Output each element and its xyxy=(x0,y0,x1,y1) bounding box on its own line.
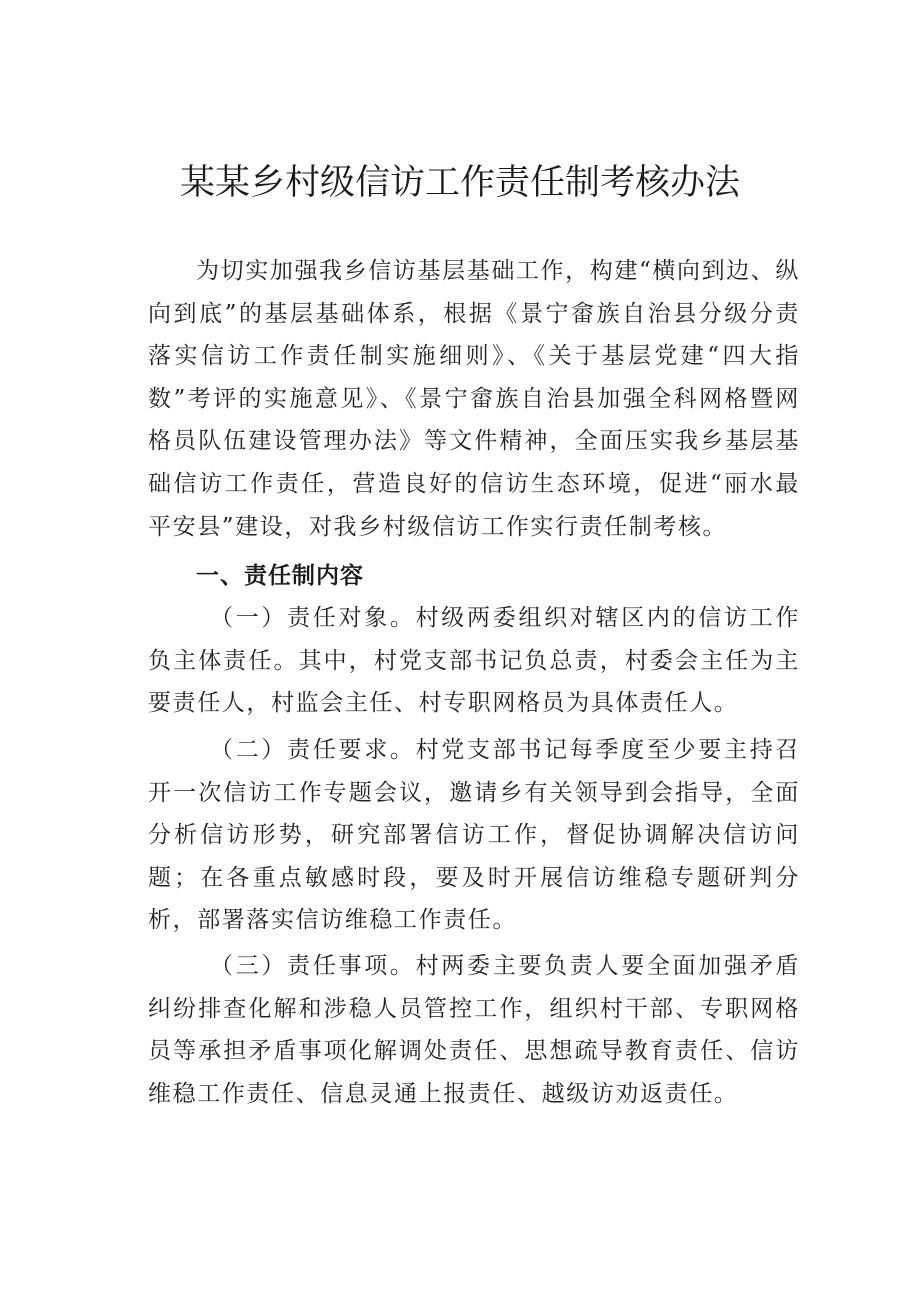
section-heading-responsibility-content: 一、责任制内容 xyxy=(196,563,364,589)
document-title: 某某乡村级信访工作责任制考核办法 xyxy=(179,163,740,203)
item-responsibility-object: （一）责任对象。村级两委组织对辖区内的信访工作负主体责任。其中，村党支部书记负总责，村委会主任为主要责任人，村监会主任、村专职网格员为具体责任人。 xyxy=(148,605,800,717)
intro-paragraph: 为切实加强我乡信访基层基础工作，构建“横向到边、纵向到底”的基层基础体系，根据《景宁畲族自治县分级分责落实信访工作责任制实施细则》、《关于基层党建“四大指数”考评的实施意见》、《景宁畲族自治县加强全科网格暨网格员队伍建设管理办法》等文件精神，全面压实我乡基层基础信访工作责任，营造良好的信访生态环境，促进“丽水最平安县”建设，对我乡村级信访工作实行责任制考核。 xyxy=(148,258,800,540)
item-responsibility-requirements: （二）责任要求。村党支部书记每季度至少要主持召开一次信访工作专题会议，邀请乡有关领导到会指导，全面分析信访形势，研究部署信访工作，督促协调解决信访问题；在各重点敏感时段，要及时开展信访维稳专题研判分析，部署落实信访维稳工作责任。 xyxy=(148,737,800,934)
item-responsibility-matters: （三）责任事项。村两委主要负责人要全面加强矛盾纠纷排查化解和涉稳人员管控工作，组织村干部、专职网格员等承担矛盾事项化解调处责任、思想疏导教育责任、信访维稳工作责任、信息灵通上报责任、越级访劝返责任。 xyxy=(148,953,800,1107)
